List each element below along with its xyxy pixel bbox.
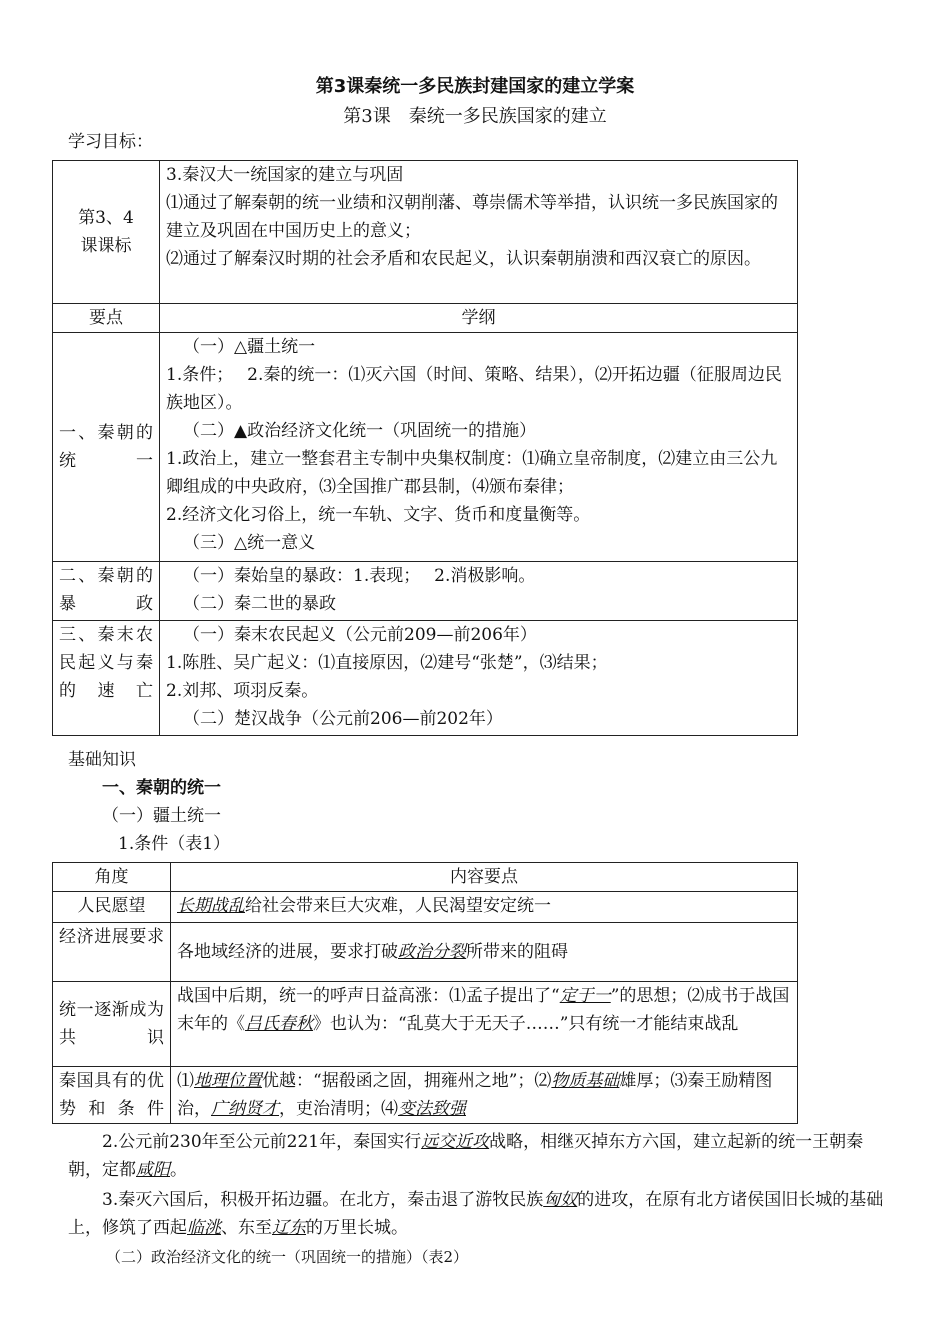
outline-line: （三）△统一意义 [183,533,316,553]
standard-row [53,161,798,304]
outline-line: （二）▲政治经济文化统一（巩固统一的措施） [183,421,537,441]
lesson-subtitle: 第3课 秦统一多民族国家的建立 [343,106,607,127]
angle-text: 秦国具有的优势和条件 [59,1071,164,1119]
goals-label: 学习目标： [68,132,153,152]
paragraph-3 [68,1186,888,1242]
key-text: 三、秦末农民起义与秦的速亡 [59,625,153,701]
content-text: 优越：“据殽函之固，拥雍州之地”；⑵ [262,1071,552,1091]
key-cell [53,333,160,562]
answer-blank: 广纳贤才 [211,1099,279,1119]
answer-blank: 临洮 [187,1218,221,1238]
answer-blank: 咸阳 [136,1160,170,1180]
outline-line: （二）楚汉战争（公元前206—前202年） [183,709,503,729]
table-row [53,621,798,736]
content-cell [171,982,798,1067]
answer-blank: 定于一 [559,986,611,1006]
content-text: 战国中后期，统一的呼声日益高涨：⑴孟子提出了“ [177,986,560,1006]
angle-text: 统一逐渐成为共识 [59,1000,164,1048]
angle-cell [53,923,171,982]
angle-text: 经济进展要求 [59,927,164,947]
table-row [53,333,798,562]
outline-line: （二）秦二世的暴政 [183,594,336,614]
answer-blank: 匈奴 [543,1190,578,1210]
content-text: 2.公元前230年至公元前221年，秦国实行 [102,1132,422,1152]
content-text: 所带来的阻碍 [466,942,568,962]
answer-blank: 辽东 [272,1218,306,1238]
table-row [53,982,798,1067]
outline-table [52,160,798,736]
subsection2-heading: （二）政治经济文化的统一（巩固统一的措施）（表2） [106,1248,469,1266]
content-text: 。 [170,1160,187,1180]
outline-line: （一）秦末农民起义（公元前209—前206年） [183,625,537,645]
subsection1-heading: （一）疆土统一 [102,806,221,826]
table-row [53,923,798,982]
outline-cell [160,333,798,562]
basics-label: 基础知识 [68,750,136,770]
outline-cell [160,621,798,736]
content-text: 给社会带来巨大灾难，人民渴望安定统一 [245,896,551,916]
standard-label-line1: 第3、4 [78,208,134,228]
col-key-header: 要点 [53,304,160,333]
col-angle-header: 角度 [53,863,171,892]
answer-blank: 地理位置 [194,1071,262,1091]
content-cell [171,1067,798,1124]
content-text: 各地域经济的进展，要求打破 [177,942,398,962]
content-text: 战略，相继灭掉东方六国，建立起新的统一王朝秦朝，定都 [68,1132,864,1180]
header-row [53,304,798,333]
table-row [53,1067,798,1124]
outline-line: （一）秦始皇的暴政：1.表现； 2.消极影响。 [183,566,536,586]
content-text: 、东至 [221,1218,272,1238]
key-cell [53,562,160,621]
answer-blank: 远交近攻 [421,1132,490,1152]
standard-label-cell [53,161,160,304]
content-text: ”的思想；⑵成书于战国末年的《 [177,986,790,1034]
standard-line: 3.秦汉大一统国家的建立与巩固 [166,165,404,185]
standard-line: ⑵通过了解秦汉时期的社会矛盾和农民起义，认识秦朝崩溃和西汉衰亡的原因。 [166,249,761,269]
table-row [53,562,798,621]
outline-cell [160,562,798,621]
answer-blank: 吕氏春秋 [245,1014,313,1034]
paragraph-2 [68,1128,888,1184]
section1-heading: 一、秦朝的统一 [102,778,221,798]
key-cell [53,621,160,736]
condition-label: 1.条件（表1） [118,834,231,854]
document-title: 第3课秦统一多民族封建国家的建立学案 [315,76,635,97]
content-text: 3.秦灭六国后，积极开拓边疆。在北方，秦击退了游牧民族 [102,1190,544,1210]
angle-cell [53,1067,171,1124]
content-text: 的万里长城。 [306,1218,408,1238]
angle-cell [53,982,171,1067]
standard-line: ⑴通过了解秦朝的统一业绩和汉朝削藩、尊崇儒术等举措，认识统一多民族国家的建立及巩固在中国历史上的意义； [166,193,778,241]
outline-line: 1.陈胜、吴广起义：⑴直接原因，⑵建号“张楚”，⑶结果； [166,653,608,673]
content-text: ⑴ [177,1071,194,1091]
col-outline-header: 学纲 [160,304,798,333]
outline-line: 2.经济文化习俗上，统一车轨、文字、货币和度量衡等。 [166,505,591,525]
table-row [53,892,798,923]
col-content-header: 内容要点 [171,863,798,892]
content-cell [171,923,798,982]
conditions-table [52,862,798,1124]
answer-blank: 物质基础 [551,1071,620,1091]
standard-content-cell [160,161,798,304]
outline-line: 2.刘邦、项羽反秦。 [166,681,319,701]
answer-blank: 长期战乱 [177,896,245,916]
standard-label-line2: 课课标 [80,236,132,256]
key-text: 一、秦朝的统一 [59,423,153,471]
content-text: ，吏治清明；⑷ [279,1099,398,1119]
outline-line: （一）△疆土统一 [183,337,316,357]
answer-blank: 政治分裂 [398,942,466,962]
header-row [53,863,798,892]
content-text: 雄厚；⑶秦王励精图治， [177,1071,773,1119]
angle-cell: 人民愿望 [53,892,171,923]
content-text: 的进攻，在原有北方诸侯国旧长城的基础上，修筑了西起 [68,1190,884,1238]
outline-line: 1.条件； 2.秦的统一：⑴灭六国（时间、策略、结果），⑵开拓边疆（征服周边民族地区）。 [166,365,782,413]
key-text: 二、秦朝的暴政 [59,566,153,614]
outline-line: 1.政治上，建立一整套君主专制中央集权制度：⑴确立皇帝制度，⑵建立由三公九卿组成的中央政府，⑶全国推广郡县制，⑷颁布秦律； [166,449,778,497]
content-text: 》也认为：“乱莫大于无天子……”只有统一才能结束战乱 [313,1014,739,1034]
answer-blank: 变法致强 [398,1099,466,1119]
content-cell [171,892,798,923]
